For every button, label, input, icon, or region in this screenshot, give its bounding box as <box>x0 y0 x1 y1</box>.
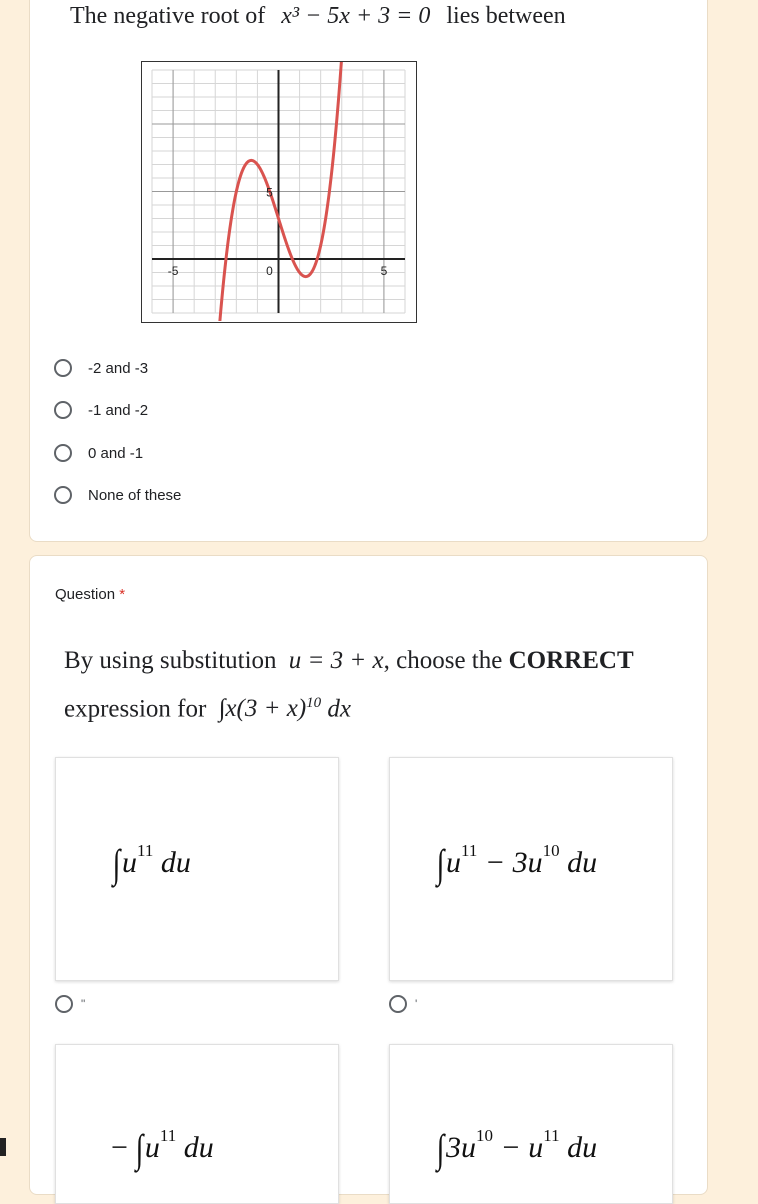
y-tick-label-5: 5 <box>266 185 273 200</box>
radio-button[interactable] <box>54 401 72 419</box>
choice-d-power: 10 <box>475 1126 493 1145</box>
option-2-label: -1 and -2 <box>88 401 149 419</box>
integral-power: 10 <box>306 695 322 711</box>
option-1[interactable] <box>54 356 148 380</box>
choice-b-mid: − 3u <box>484 846 543 879</box>
option-3-label: 0 and -1 <box>88 444 144 462</box>
radio-button[interactable] <box>389 995 407 1013</box>
cubic-graph <box>141 61 417 323</box>
question-1-suffix: lies between <box>446 3 566 29</box>
choice-a-power: 11 <box>136 841 154 860</box>
radio-button[interactable] <box>54 359 72 377</box>
line-1-suffix: , choose the <box>383 647 503 674</box>
choice-d-body: 3u <box>445 1131 476 1164</box>
choice-b-image[interactable] <box>389 757 673 981</box>
option-4-label: None of these <box>88 486 182 504</box>
correct-word: CORRECT <box>508 647 634 674</box>
option-3[interactable] <box>54 441 143 465</box>
choice-d-power-2: 11 <box>543 1126 560 1145</box>
screen-edge-marker <box>0 1138 6 1156</box>
radio-button[interactable] <box>54 486 72 504</box>
choice-d-expression <box>435 1125 597 1172</box>
x-tick-label-neg-5: -5 <box>167 264 179 278</box>
integral-dx: dx <box>327 695 351 723</box>
question-1-prefix: The negative root of <box>70 3 266 29</box>
choice-d-image[interactable] <box>389 1044 673 1204</box>
substitution-expression: u = 3 + x <box>288 647 384 674</box>
option-1-label: -2 and -3 <box>88 359 149 377</box>
integral-sign-icon: ∫ <box>112 841 121 886</box>
choice-a-body: u <box>121 846 137 879</box>
choice-a-image[interactable] <box>55 757 339 981</box>
integral-sign-icon: ∫ <box>135 1126 144 1171</box>
question-title: Question <box>55 586 116 603</box>
option-4[interactable] <box>54 483 181 507</box>
integral-sign-icon: ∫ <box>436 841 445 886</box>
choice-b-expression <box>435 840 597 887</box>
question-2-line-2 <box>64 682 704 730</box>
integral-expression: ∫x(3 + x) <box>218 695 307 723</box>
question-label <box>55 586 125 603</box>
option-2[interactable] <box>54 398 148 422</box>
choice-c-sign: − <box>111 1131 128 1164</box>
choice-b-body: u <box>445 846 461 879</box>
radio-button[interactable] <box>54 444 72 462</box>
choice-c-du: du <box>183 1131 214 1164</box>
question-2-card <box>29 555 708 1195</box>
question-2-text <box>64 640 704 730</box>
question-1-card <box>29 0 708 542</box>
choice-b-du: du <box>567 846 598 879</box>
choice-b-power: 11 <box>460 841 478 860</box>
choice-b-radio[interactable] <box>389 995 417 1013</box>
cubic-chart <box>142 62 415 321</box>
choice-b-power-2: 10 <box>542 841 560 860</box>
choice-a-du: du <box>160 846 191 879</box>
choice-a-radio[interactable] <box>55 995 85 1013</box>
question-1-text <box>70 3 566 30</box>
line-2-prefix: expression for <box>64 695 207 723</box>
question-1-equation: x³ − 5x + 3 = 0 <box>281 3 431 29</box>
choice-b-caption: ' <box>415 997 418 1011</box>
choice-a-expression <box>111 840 191 887</box>
choice-c-body: u <box>144 1131 160 1164</box>
x-tick-label-0: 0 <box>266 264 273 278</box>
choice-c-image[interactable] <box>55 1044 339 1204</box>
radio-button[interactable] <box>55 995 73 1013</box>
required-asterisk: * <box>119 586 126 603</box>
line-1-prefix: By using substitution <box>64 647 277 674</box>
choice-c-power: 11 <box>159 1126 177 1145</box>
choice-c-expression <box>111 1125 214 1172</box>
integral-sign-icon: ∫ <box>436 1126 445 1171</box>
x-tick-label-5: 5 <box>380 264 388 278</box>
question-2-line-1 <box>64 640 704 682</box>
choice-d-mid: − u <box>500 1131 544 1164</box>
choice-a-caption: " <box>81 997 86 1011</box>
choice-d-du: du <box>567 1131 598 1164</box>
